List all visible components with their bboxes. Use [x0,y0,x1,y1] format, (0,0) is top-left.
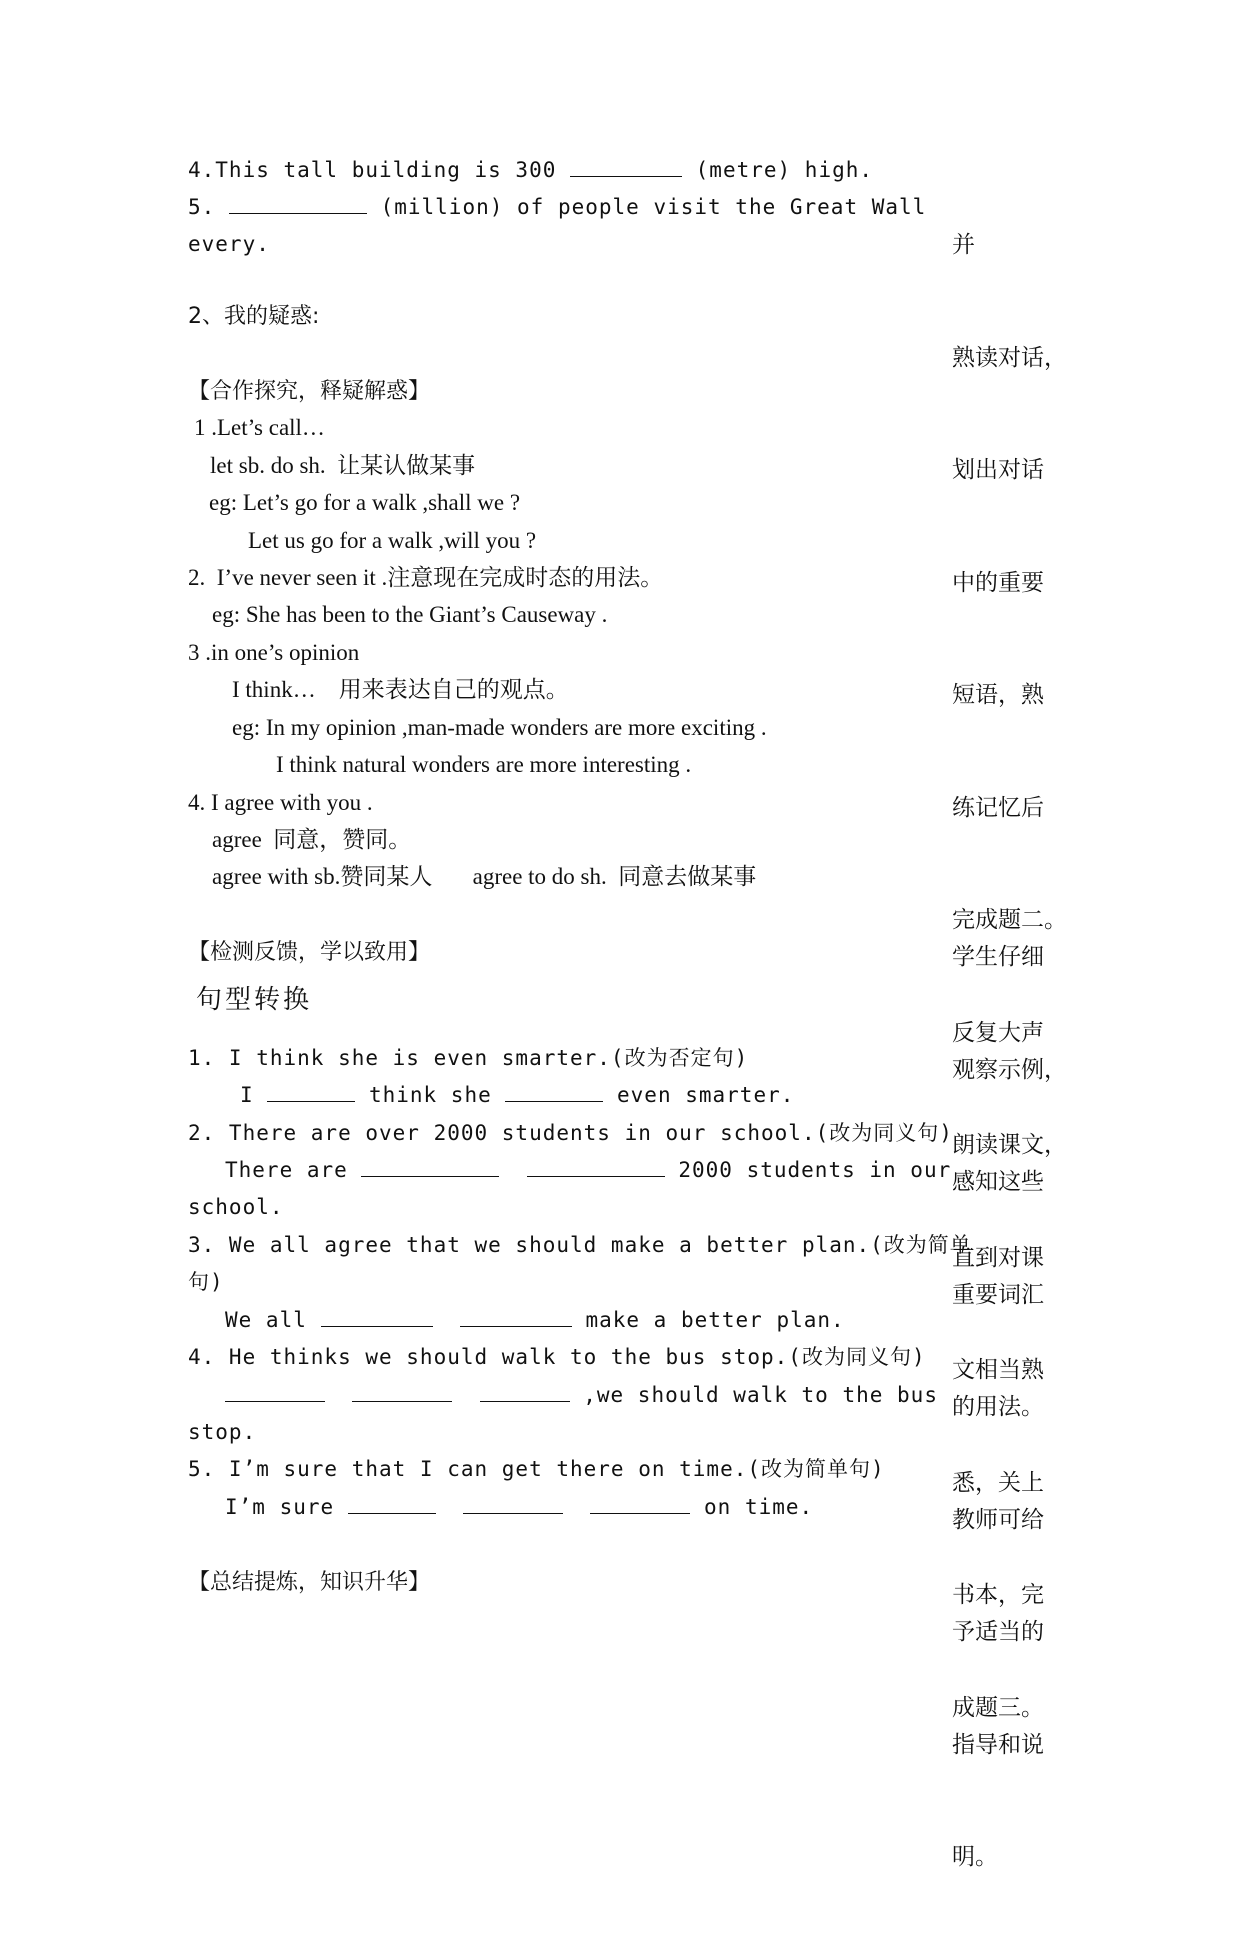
sidebar-line: 短语，熟 [952,682,1044,708]
transform-q3-cont: 句) [188,1270,224,1294]
transform-q4: 4. He thinks we should walk to the bus stop.(改为同义句) [188,1345,926,1369]
transform-q2-cont: school. [188,1195,284,1219]
transform-title: 句型转换 [196,985,313,1015]
transform-q1: 1. I think she is even smarter.(改为否定句) [188,1046,749,1070]
sidebar-line: 指导和说 [952,1731,1044,1758]
transform-q1-answer: I think she even smarter. [240,1083,795,1107]
answer-blank[interactable] [225,1381,325,1402]
note-line: eg: In my opinion ,man-made wonders are more exciting . [232,715,767,740]
note-line: agree with sb.赞同某人 agree to do sh. 同意去做某事 [212,864,757,889]
sidebar-line: 文相当熟 [952,1357,1044,1383]
answer-blank[interactable] [505,1081,603,1102]
sidebar-line: 直到对课 [952,1244,1044,1271]
answer-blank[interactable] [352,1381,452,1402]
doubts-label: 2、我的疑惑: [188,304,320,329]
answer-blank[interactable] [463,1493,563,1514]
sidebar-line: 反复大声 [952,1019,1044,1046]
sidebar-line: 中的重要 [952,569,1044,596]
note-line: 1 .Let’s call… [194,415,325,440]
section-summary-heading: 【总结提炼，知识升华】 [188,1570,431,1595]
sidebar-line: 予适当的 [952,1619,1044,1645]
note-line: eg: Let’s go for a walk ,shall we ? [209,490,521,515]
section-feedback-heading: 【检测反馈，学以致用】 [188,940,431,965]
sidebar-line: 悉，关上 [952,1469,1044,1496]
note-line: Let us go for a walk ,will you ? [248,528,537,553]
transform-q5-answer: I’m sure on time. [225,1495,814,1519]
answer-blank[interactable] [570,156,682,177]
answer-blank[interactable] [267,1081,355,1102]
sidebar-line: 学生仔细 [952,944,1044,970]
answer-blank[interactable] [527,1156,665,1177]
sidebar-line: 成题三。 [952,1694,1044,1721]
sidebar-line: 熟读对话， [952,344,1067,371]
sidebar-line: 书本，完 [952,1582,1044,1608]
note-line: eg: She has been to the Giant’s Causeway . [212,602,608,627]
note-line: 3 .in one’s opinion [188,640,360,665]
sidebar-line: 重要词汇 [952,1281,1044,1308]
transform-q5: 5. I’m sure that I can get there on time.(改为简单句) [188,1457,885,1481]
exercise-5-cont: every. [188,232,270,256]
transform-q2-answer: There are 2000 students in our [225,1158,952,1182]
sidebar-line: 练记忆后 [952,794,1044,821]
note-line: let sb. do sh. 让某认做某事 [210,453,476,478]
note-line: I think natural wonders are more interesting . [276,752,692,777]
transform-q4-answer: ,we should walk to the bus [225,1380,938,1410]
sidebar-notes-bottom [952,864,1067,1952]
sidebar-line: 并 [952,232,975,258]
sidebar-line: 划出对话 [952,457,1044,483]
sidebar-line: 观察示例， [952,1056,1067,1083]
exercise-5: 5. (million) of people visit the Great Wall [188,195,927,219]
answer-blank[interactable] [321,1306,433,1327]
section-cooperate-heading: 【合作探究，释疑解惑】 [188,379,431,404]
transform-q2: 2. There are over 2000 students in our school.(改为同义句) [188,1121,953,1145]
sidebar-line: 明。 [952,1844,998,1870]
transform-q3-answer: We all make a better plan. [225,1308,845,1332]
exercise-4: 4.This tall building is 300 (metre) high. [188,158,874,182]
sidebar-line: 感知这些 [952,1169,1044,1195]
answer-blank[interactable] [590,1493,690,1514]
sidebar-line: 朗读课文， [952,1132,1067,1158]
answer-blank[interactable] [348,1493,436,1514]
answer-blank[interactable] [480,1381,570,1402]
sidebar-line: 完成题二。 [952,907,1067,933]
sidebar-line: 的用法。 [952,1394,1044,1420]
note-line: I think… 用来表达自己的观点。 [232,677,569,702]
answer-blank[interactable] [361,1156,499,1177]
transform-q4-cont: stop. [188,1420,257,1444]
answer-blank[interactable] [460,1306,572,1327]
note-line: 2. I’ve never seen it .注意现在完成时态的用法。 [188,565,664,590]
transform-q3: 3. We all agree that we should make a better plan.(改为简单 [188,1233,972,1257]
sidebar-line: 教师可给 [952,1506,1044,1533]
note-line: 4. I agree with you . [188,790,373,815]
answer-blank[interactable] [229,193,367,214]
note-line: agree 同意，赞同。 [212,827,412,852]
